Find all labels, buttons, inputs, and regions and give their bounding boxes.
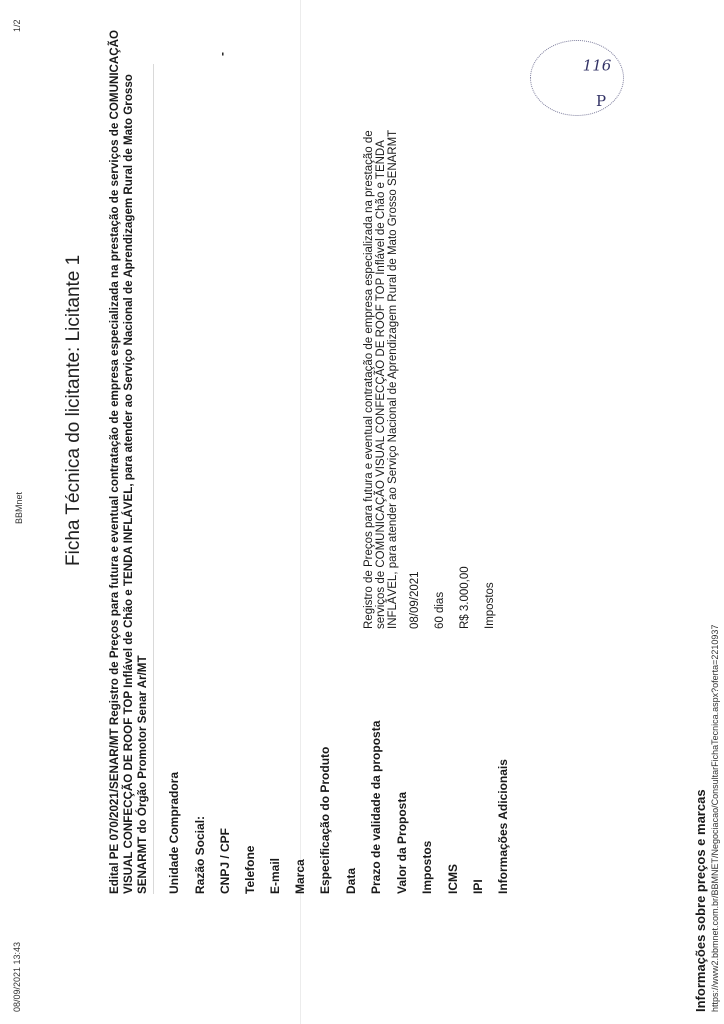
label-unidade-compradora: Unidade Compradora [167, 771, 181, 894]
divider [153, 64, 154, 894]
value-prazo-validade: 60 dias [434, 591, 446, 629]
handwritten-stamp-circle [530, 40, 624, 116]
handwritten-initial: P [595, 91, 607, 110]
page-title: Ficha Técnica do licitante: Licitante 1 [63, 254, 84, 566]
handwritten-page-number: 116 [582, 56, 612, 75]
label-data: Data [344, 867, 358, 894]
value-valor-proposta: R$ 3.000,00 [459, 566, 471, 629]
label-razao-social: Razão Social: [193, 815, 207, 894]
label-info-adicionais: Informações Adicionais [496, 759, 510, 894]
page-number: 1/2 [12, 19, 22, 32]
edital-description: Edital PE 070/2021/SENAR/MT Registro de Preços para futura e eventual contratação de empresa especializada na prestação de serviços de COMUNICAÇÃO VISUAL CONFECÇÃO DE ROOF TOP Inflável de Chão e TENDA INFLÁVEL, para atender ao Serviço Nacional de Aprendizagem Rural de Mato Grosso SENARMT do Órgão Promotor Senar Ar/MT [108, 29, 149, 894]
label-ipi: IPI [471, 879, 485, 894]
page-url: https://www2.bbmnet.com.br/BBMNET/Negociacao/ConsultarFichaTecnica.aspx?oferta=2210937 [710, 624, 720, 1012]
site-name: BBMnet [14, 491, 24, 524]
label-especificacao: Especificação do Produto [318, 746, 332, 894]
value-especificacao: Registro de Preços para futura e eventual contratação de empresa especializada na prestação de serviços de COMUNICAÇÃO VISUAL CONFECÇÃO DE ROOF TOP Inflável de Chão e TENDA INFLÁVEL, para atender ao Serviço Nacional de Aprendizagem Rural de Mato Grosso SENARMT [363, 129, 399, 629]
print-datetime: 08/09/2021 13:43 [12, 941, 22, 1012]
label-telefone: Telefone [243, 845, 257, 894]
label-valor-proposta: Valor da Proposta [395, 791, 409, 894]
label-marca: Marca [293, 859, 307, 894]
label-icms: ICMS [446, 864, 460, 894]
value-impostos: Impostos [484, 582, 496, 629]
label-email: E-mail [268, 857, 282, 894]
section-heading-precos-marcas: Informações sobre preços e marcas [693, 789, 708, 1012]
dash-mark: - [215, 52, 229, 56]
label-prazo-validade: Prazo de validade da proposta [369, 720, 383, 894]
label-impostos: Impostos [420, 840, 434, 894]
value-data: 08/09/2021 [409, 571, 421, 629]
label-cnpj-cpf: CNPJ / CPF [218, 827, 232, 894]
